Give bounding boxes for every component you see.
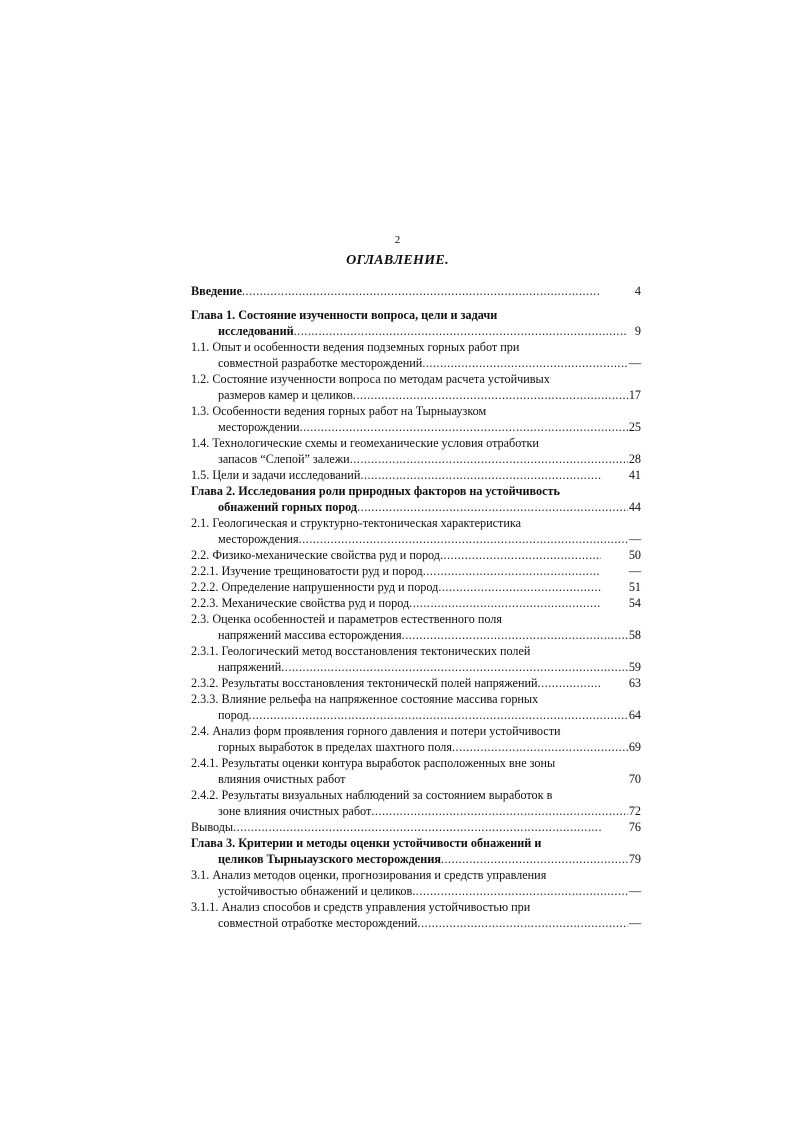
toc-entry-2-2-3[interactable] — [191, 595, 641, 611]
toc-entry-text-cont: месторождении — [218, 420, 300, 434]
toc-page-number: 17 — [628, 388, 641, 402]
toc-entry-text-cont: пород — [218, 708, 249, 722]
toc-entry-text: 2.2.3. Механические свойства руд и пород — [191, 596, 410, 610]
toc-entry-1-3[interactable] — [191, 403, 641, 435]
toc-page-number: — — [628, 916, 641, 930]
toc-page-number: — — [628, 532, 641, 546]
toc-entry-text: 2.1. Геологическая и структурно-тектоническая характеристика — [191, 516, 522, 530]
dot-leader — [360, 467, 601, 483]
toc-entry-chapter-2[interactable] — [191, 483, 641, 515]
toc-page-number: 28 — [628, 452, 641, 466]
toc-entry-text: 1.5. Цели и задачи исследований — [191, 468, 361, 482]
toc-entry-text-cont: совместной отработке месторождений — [218, 916, 418, 930]
toc-page-number: 44 — [628, 500, 641, 514]
toc-page-number: 25 — [628, 420, 641, 434]
toc-entry-text: 1.4. Технологические схемы и геомеханические условия отработки — [191, 436, 539, 450]
toc-entry-text: 2.2. Физико-механические свойства руд и пород — [191, 548, 440, 562]
toc-entry-text-cont: обнажений горных пород — [218, 500, 358, 514]
dot-leader — [300, 419, 628, 435]
toc-entry-text-cont: целиков Тырныаузского месторождения — [218, 852, 441, 866]
dot-leader — [357, 499, 628, 515]
dot-leader — [438, 579, 601, 595]
toc-page-number: 9 — [634, 324, 641, 338]
toc-entry-2-1[interactable] — [191, 515, 641, 547]
toc-entry-text: 2.3.2. Результаты восстановления тектоническй полей напряжений — [191, 676, 538, 690]
toc-page-number: 51 — [628, 580, 641, 594]
dot-leader — [402, 627, 628, 643]
toc-page-number: 41 — [628, 468, 641, 482]
dot-leader — [233, 819, 601, 835]
dot-leader — [417, 915, 628, 931]
toc-entry-text: Глава 3. Критерии и методы оценки устойчивости обнажений и — [191, 836, 542, 850]
toc-page-number: 59 — [628, 660, 641, 674]
dot-leader — [249, 707, 628, 723]
dot-leader — [412, 883, 628, 899]
toc-entry-2-2-2[interactable] — [191, 579, 641, 595]
table-of-contents — [191, 283, 641, 931]
toc-entry-text: 3.1.1. Анализ способов и средств управления устойчивостью при — [191, 900, 531, 914]
toc-entry-text-cont: напряжений массива есторождения — [218, 628, 402, 642]
dot-leader — [294, 323, 628, 339]
toc-entry-text: 2.3. Оценка особенностей и параметров естественного поля — [191, 612, 502, 626]
toc-page-number: 54 — [628, 596, 641, 610]
toc-entry-text-cont: напряжений — [218, 660, 282, 674]
toc-page-number: 72 — [628, 804, 641, 818]
page-number: 2 — [394, 234, 401, 246]
toc-entry-text-cont: зоне влияния очистных работ — [218, 804, 372, 818]
toc-entry-text: Глава 1. Состояние изученности вопроса, цели и задачи — [191, 308, 498, 322]
toc-page-number: — — [628, 564, 641, 578]
page-title: ОГЛАВЛЕНИЕ. — [346, 253, 449, 268]
toc-page-number: 64 — [628, 708, 641, 722]
toc-page-number: 50 — [628, 548, 641, 562]
toc-entry-1-1[interactable] — [191, 339, 641, 371]
toc-entry-text: 2.4.1. Результаты оценки контура выработок расположенных вне зоны — [191, 756, 556, 770]
toc-entry-text: 2.4. Анализ форм проявления горного давления и потери устойчивости — [191, 724, 561, 738]
toc-page-number: — — [628, 356, 641, 370]
toc-entry-chapter-1[interactable] — [191, 307, 641, 339]
toc-entry-text: 1.3. Особенности ведения горных работ на Тырныаузком — [191, 404, 487, 418]
toc-page-number: 63 — [628, 676, 641, 690]
toc-entry-chapter-3[interactable] — [191, 835, 641, 867]
toc-page-number: 76 — [628, 820, 641, 834]
toc-entry-2-3-1[interactable] — [191, 643, 641, 675]
toc-entry-text: 2.2.2. Определение напрушенности руд и пород — [191, 580, 439, 594]
dot-leader — [440, 547, 601, 563]
dot-leader — [538, 675, 601, 691]
toc-entry-text-cont: совместной разработке месторождений — [218, 356, 423, 370]
toc-entry-text-cont: устойчивостью обнажений и целиков — [218, 884, 413, 898]
toc-entry-2-3-2[interactable] — [191, 675, 641, 691]
toc-entry-2-3-3[interactable] — [191, 691, 641, 723]
toc-entry-text: 2.2.1. Изучение трещиноватости руд и пород — [191, 564, 423, 578]
toc-entry-text-cont: месторождения — [218, 532, 299, 546]
toc-entry-2-2[interactable] — [191, 547, 641, 563]
dot-leader — [242, 283, 601, 299]
toc-entry-3-1-1[interactable] — [191, 899, 641, 931]
toc-page-number: 4 — [634, 284, 641, 298]
toc-entry-text-cont: влияния очистных работ — [218, 772, 346, 786]
toc-entry-introduction[interactable] — [191, 283, 641, 299]
toc-entry-text: Выводы — [191, 820, 234, 834]
dot-leader — [409, 595, 601, 611]
dot-leader — [281, 659, 628, 675]
toc-entry-text: 1.1. Опыт и особенности ведения подземных горных работ при — [191, 340, 520, 354]
toc-entry-text: 3.1. Анализ методов оценки, прогнозирования и средств управления — [191, 868, 547, 882]
toc-entry-text: 2.3.3. Влияние рельефа на напряженное состояние массива горных — [191, 692, 539, 706]
toc-entry-1-4[interactable] — [191, 435, 641, 467]
toc-entry-1-2[interactable] — [191, 371, 641, 403]
toc-entry-text: Глава 2. Исследования роли природных факторов на устойчивость — [191, 484, 560, 498]
toc-entry-2-3[interactable] — [191, 611, 641, 643]
toc-page-number: 69 — [628, 740, 641, 754]
toc-entry-2-2-1[interactable] — [191, 563, 641, 579]
toc-page-number: — — [628, 884, 641, 898]
toc-entry-text-cont: исследований — [218, 324, 294, 338]
toc-entry-text-cont: размеров камер и целиков — [218, 388, 353, 402]
toc-page-number: 70 — [628, 772, 641, 786]
dot-leader — [350, 451, 628, 467]
toc-entry-text: 1.2. Состояние изученности вопроса по методам расчета устойчивых — [191, 372, 550, 386]
dot-leader — [441, 851, 628, 867]
toc-page-number: 79 — [628, 852, 641, 866]
toc-page-number: 58 — [628, 628, 641, 642]
dot-leader — [353, 387, 628, 403]
toc-entry-text-cont: горных выработок в пределах шахтного поля — [218, 740, 452, 754]
dot-leader — [371, 803, 628, 819]
toc-entry-2-4-2[interactable] — [191, 787, 641, 819]
toc-entry-2-4-1[interactable] — [191, 755, 641, 787]
toc-entry-text: 2.4.2. Результаты визуальных наблюдений за состоянием выработок в — [191, 788, 553, 802]
toc-entry-text: Введение — [191, 284, 242, 298]
toc-entry-3-1[interactable] — [191, 867, 641, 899]
dot-leader — [422, 355, 628, 371]
toc-entry-2-4[interactable] — [191, 723, 641, 755]
dot-leader — [423, 563, 601, 579]
toc-entry-conclusions[interactable] — [191, 819, 641, 835]
dot-leader — [299, 531, 628, 547]
toc-entry-text-cont: запасов “Слепой” залежи — [218, 452, 350, 466]
toc-entry-text: 2.3.1. Геологический метод восстановления тектонических полей — [191, 644, 531, 658]
toc-entry-1-5[interactable] — [191, 467, 641, 483]
